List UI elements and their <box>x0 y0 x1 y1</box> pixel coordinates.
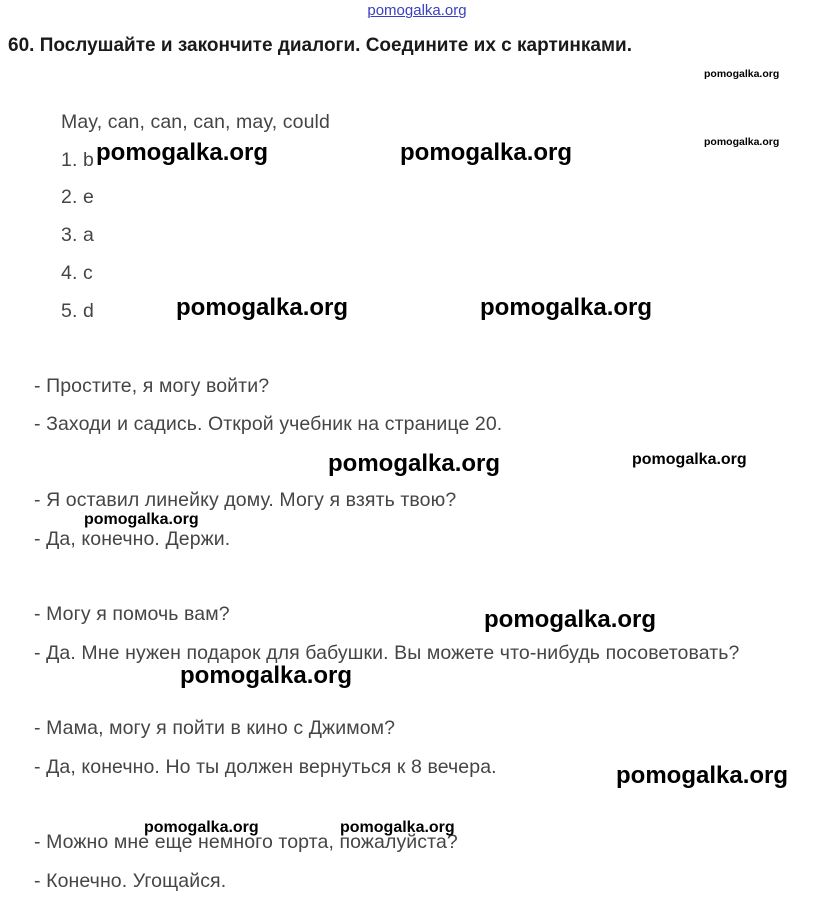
watermark: pomogalka.org <box>616 762 789 789</box>
dialogue-line: - Можно мне еще немного торта, пожалуйста? <box>34 831 458 853</box>
dialogue-line: - Конечно. Угощайся. <box>34 870 227 892</box>
watermark: pomogalka.org <box>340 819 455 836</box>
site-link[interactable]: pomogalka.org <box>367 2 467 19</box>
watermark: pomogalka.org <box>96 139 269 166</box>
answer-item: 5. d <box>61 300 94 322</box>
watermark: pomogalka.org <box>144 819 259 836</box>
watermark: pomogalka.org <box>704 136 780 148</box>
dialogue-line: - Мама, могу я пойти в кино с Джимом? <box>34 717 396 739</box>
task-title: 60. Послушайте и закончите диалоги. Соедините их с картинками. <box>8 35 632 56</box>
dialogue-line: - Могу я помочь вам? <box>34 603 230 625</box>
dialogue-line: - Да. Мне нужен подарок для бабушки. Вы можете что-нибудь посоветовать? <box>34 642 740 664</box>
dialogue-line: - Да, конечно. Держи. <box>34 528 231 550</box>
watermark: pomogalka.org <box>328 450 501 477</box>
dialogue-line: - Простите, я могу войти? <box>34 375 270 397</box>
answer-item: 2. e <box>61 186 94 208</box>
watermark: pomogalka.org <box>84 511 199 528</box>
watermark: pomogalka.org <box>704 68 780 80</box>
dialogue-line: - Заходи и садись. Открой учебник на странице 20. <box>34 413 503 435</box>
watermark: pomogalka.org <box>632 451 747 468</box>
answer-item: 1. b <box>61 149 94 171</box>
dialogue-line: - Да, конечно. Но ты должен вернуться к 8 вечера. <box>34 756 497 778</box>
answer-item: 3. a <box>61 224 94 246</box>
word-list: May, can, can, can, may, could <box>61 111 330 133</box>
watermark: pomogalka.org <box>484 606 657 633</box>
watermark: pomogalka.org <box>400 139 573 166</box>
watermark: pomogalka.org <box>176 294 349 321</box>
watermark: pomogalka.org <box>480 294 653 321</box>
answer-item: 4. c <box>61 262 93 284</box>
dialogue-line: - Я оставил линейку дому. Могу я взять твою? <box>34 489 457 511</box>
watermark: pomogalka.org <box>180 662 353 689</box>
